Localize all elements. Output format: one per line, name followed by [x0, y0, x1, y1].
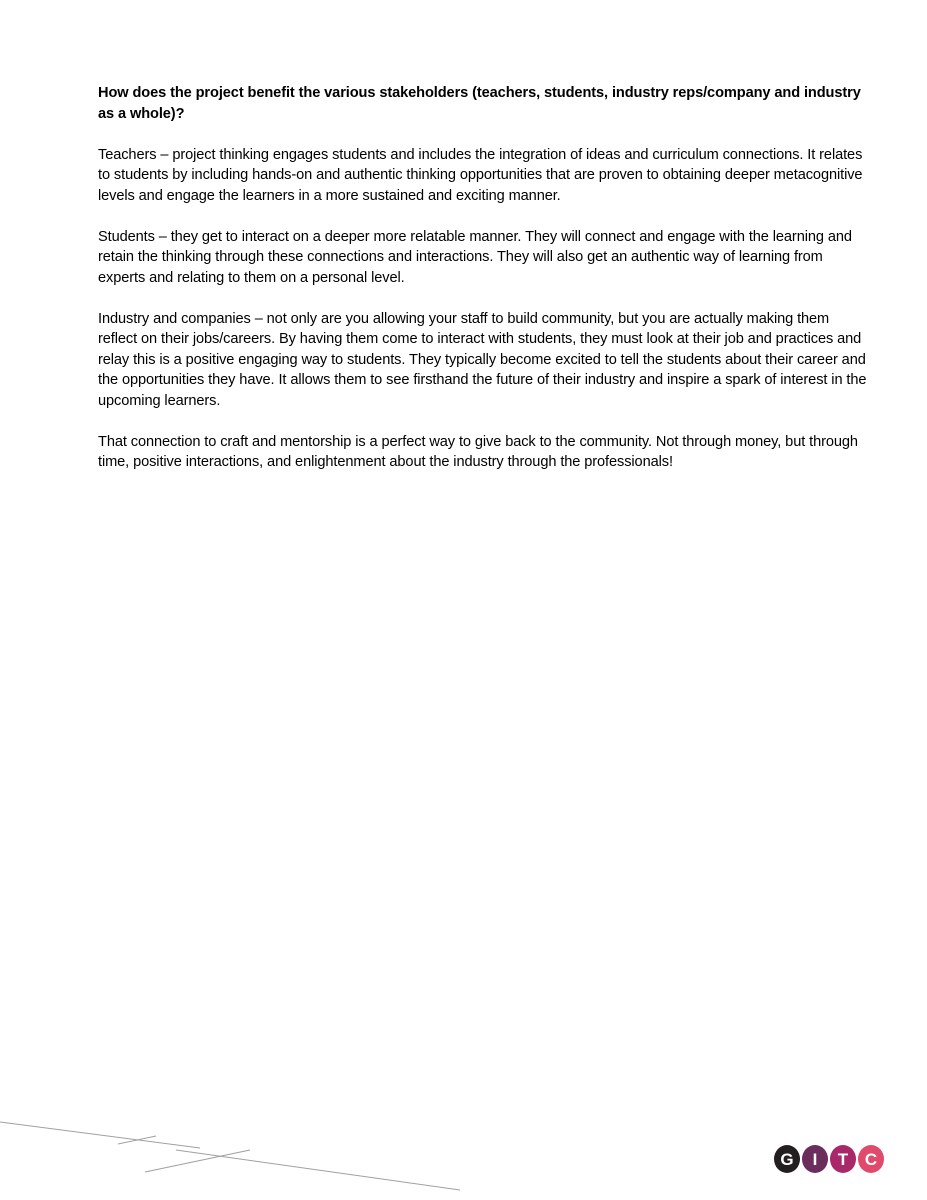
deco-line-1 [0, 1122, 200, 1148]
deco-line-3 [176, 1150, 460, 1190]
section-heading: How does the project benefit the various stakeholders (teachers, students, industry reps/company and industry as a whole)? [98, 85, 861, 122]
document-body [98, 83, 868, 493]
logo-letter-g: G [774, 1145, 800, 1173]
gitc-logo [774, 1145, 884, 1177]
paragraph-teachers: Teachers – project thinking engages students and includes the integration of ideas and curriculum connections. It relates to students by including hands-on and authentic thinking opportunities that are proven to obtaining deeper metacognitive levels and engage the learners in a more sustained and exciting manner. [98, 146, 863, 204]
paragraph-conclusion: That connection to craft and mentorship is a perfect way to give back to the community. Not through money, but through time, positive interactions, and enlightenment about the industry through the professionals! [98, 433, 858, 470]
deco-line-2 [118, 1136, 156, 1144]
logo-letter-t: T [830, 1145, 856, 1173]
decorative-lines [0, 1110, 480, 1200]
logo-letter-c: C [858, 1145, 884, 1173]
logo-letter-i: I [802, 1145, 828, 1173]
paragraph-students: Students – they get to interact on a deeper more relatable manner. They will connect and engage with the learning and retain the thinking through these connections and interactions. They will also get an authentic way of learning from experts and relating to them on a personal level. [98, 228, 852, 286]
paragraph-industry: Industry and companies – not only are you allowing your staff to build community, but you are actually making them reflect on their jobs/careers. By having them come to interact with students, they must look at their job and practices and relay this is a positive engaging way to students. They typically become excited to tell the students about their career and the opportunities they have. It allows them to see firsthand the future of their industry and inspire a spark of interest in the upcoming learners. [98, 310, 867, 409]
